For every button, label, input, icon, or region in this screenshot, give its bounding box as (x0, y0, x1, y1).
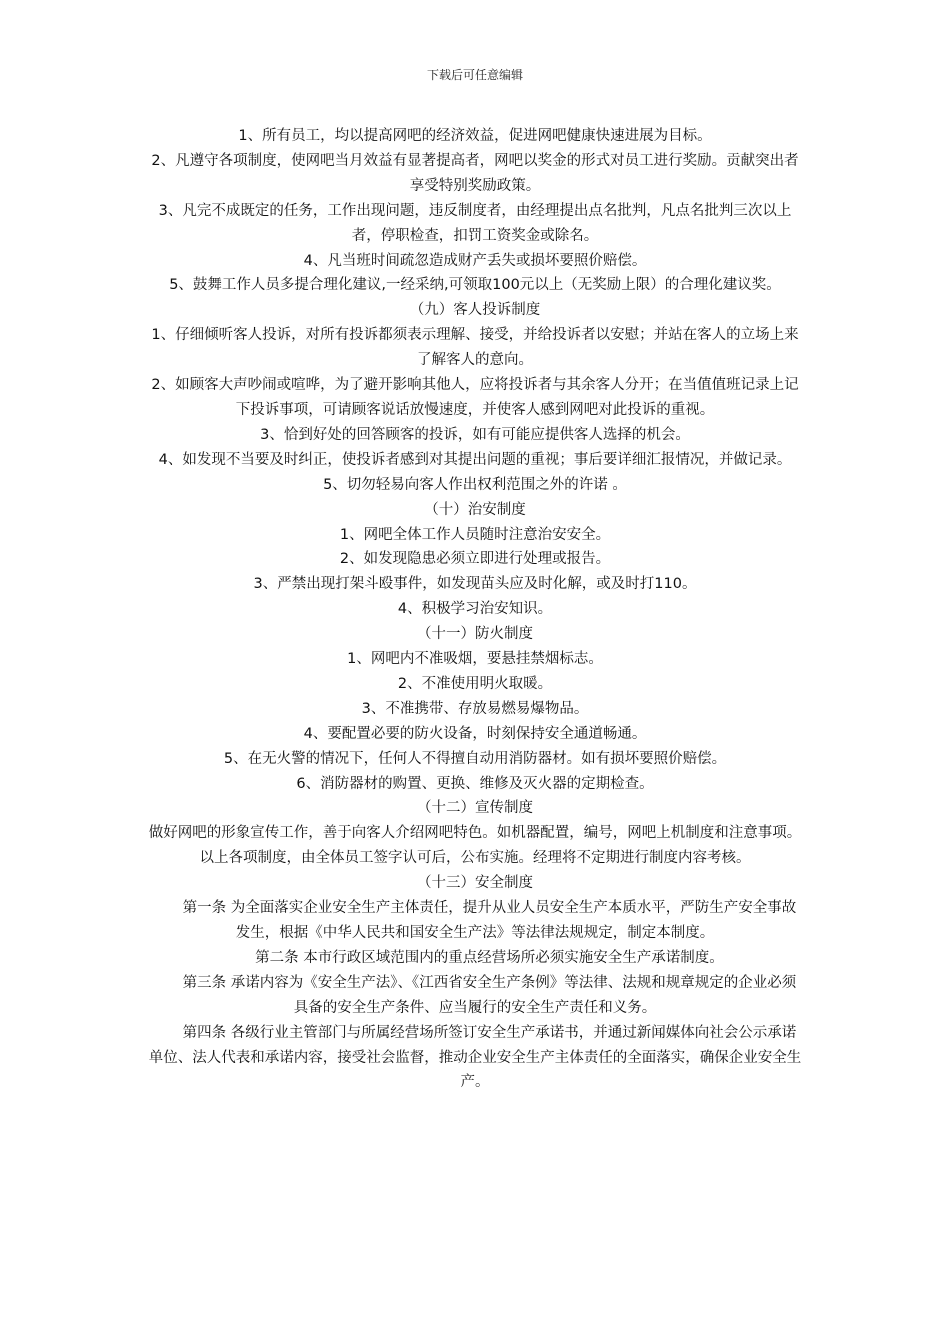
paragraph: 3、凡完不成既定的任务，工作出现问题，违反制度者，由经理提出点名批判，凡点名批判三次以上者，停职检查，扣罚工资奖金或除名。 (158, 202, 792, 244)
paragraph: 第一条 为全面落实企业安全生产主体责任，提升从业人员安全生产本质水平，严防生产安全事故发生，根据《中华人民共和国安全生产法》等法律法规规定，制定本制度。 (153, 900, 797, 941)
paragraph: 4、如发现不当要及时纠正，使投诉者感到对其提出问题的重视；事后要详细汇报情况，并做记录。 (158, 451, 792, 468)
section-heading: （十二）宣传制度 (417, 800, 533, 817)
paragraph: 5、在无火警的情况下，任何人不得擅自动用消防器材。如有损坏要照价赔偿。 (223, 750, 727, 767)
paragraph: 第四条 各级行业主管部门与所属经营场所签订安全生产承诺书，并通过新闻媒体向社会公示承诺单位、法人代表和承诺内容，接受社会监督，推动企业安全生产主体责任的全面落实，确保企业安全生产。 (148, 1024, 802, 1091)
paragraph: 做好网吧的形象宣传工作，善于向客人介绍网吧特色。如机器配置，编号，网吧上机制度和注意事项。 (148, 825, 802, 842)
paragraph: 1、网吧内不准吸烟，要悬挂禁烟标志。 (347, 651, 603, 668)
paragraph: 3、恰到好处的回答顾客的投诉，如有可能应提供客人选择的机会。 (260, 426, 690, 443)
paragraph: 4、积极学习治安知识。 (397, 601, 553, 618)
paragraph: 第二条 本市行政区域范围内的重点经营场所必须实施安全生产承诺制度。 (226, 949, 724, 966)
paragraph: 6、消防器材的购置、更换、维修及灭火器的定期检查。 (296, 775, 654, 792)
paragraph: 2、如顾客大声吵闹或喧哗，为了避开影响其他人，应将投诉者与其余客人分开；在当值值班记录上记下投诉事项，可请顾客说话放慢速度，并使客人感到网吧对此投诉的重视。 (151, 377, 799, 418)
section-heading: （九）客人投诉制度 (409, 302, 541, 319)
document-body (148, 124, 802, 1095)
paragraph: 1、网吧全体工作人员随时注意治安安全。 (339, 526, 611, 543)
paragraph: 5、鼓舞工作人员多提合理化建议,一经采纳,可领取100元以上（无奖励上限）的合理化建议奖。 (169, 277, 781, 294)
paragraph: 3、不准携带、存放易燃易爆物品。 (361, 700, 589, 717)
paragraph: 2、凡遵守各项制度，使网吧当月效益有显著提高者，网吧以奖金的形式对员工进行奖励。贡献突出者享受特别奖励政策。 (151, 152, 799, 194)
page-header: 下载后可任意编辑 (426, 68, 523, 82)
paragraph: 2、不准使用明火取暖。 (397, 675, 553, 692)
section-heading: （十一）防火制度 (417, 626, 533, 643)
paragraph: 4、凡当班时间疏忽造成财产丢失或损坏要照价赔偿。 (303, 252, 647, 269)
paragraph: 第三条 承诺内容为《安全生产法》、《江西省安全生产条例》等法律、法规和规章规定的企业必须具备的安全生产条件、应当履行的安全生产责任和义务。 (153, 974, 797, 1016)
paragraph: 以上各项制度，由全体员工签字认可后，公布实施。经理将不定期进行制度内容考核。 (199, 850, 751, 867)
paragraph: 5、切勿轻易向客人作出权利范围之外的许诺 。 (323, 476, 627, 493)
section-heading: （十）治安制度 (424, 501, 526, 518)
paragraph: 2、如发现隐患必须立即进行处理或报告。 (339, 551, 611, 568)
paragraph: 1、所有员工，均以提高网吧的经济效益，促进网吧健康快速进展为目标。 (238, 128, 712, 144)
section-heading: （十三）安全制度 (417, 875, 533, 892)
paragraph: 4、要配置必要的防火设备，时刻保持安全通道畅通。 (303, 725, 647, 742)
paragraph: 1、仔细倾听客人投诉，对所有投诉都须表示理解、接受，并给投诉者以安慰；并站在客人的立场上来了解客人的意向。 (151, 327, 799, 369)
paragraph: 3、严禁出现打架斗殴事件，如发现苗头应及时化解，或及时打110。 (253, 576, 697, 593)
